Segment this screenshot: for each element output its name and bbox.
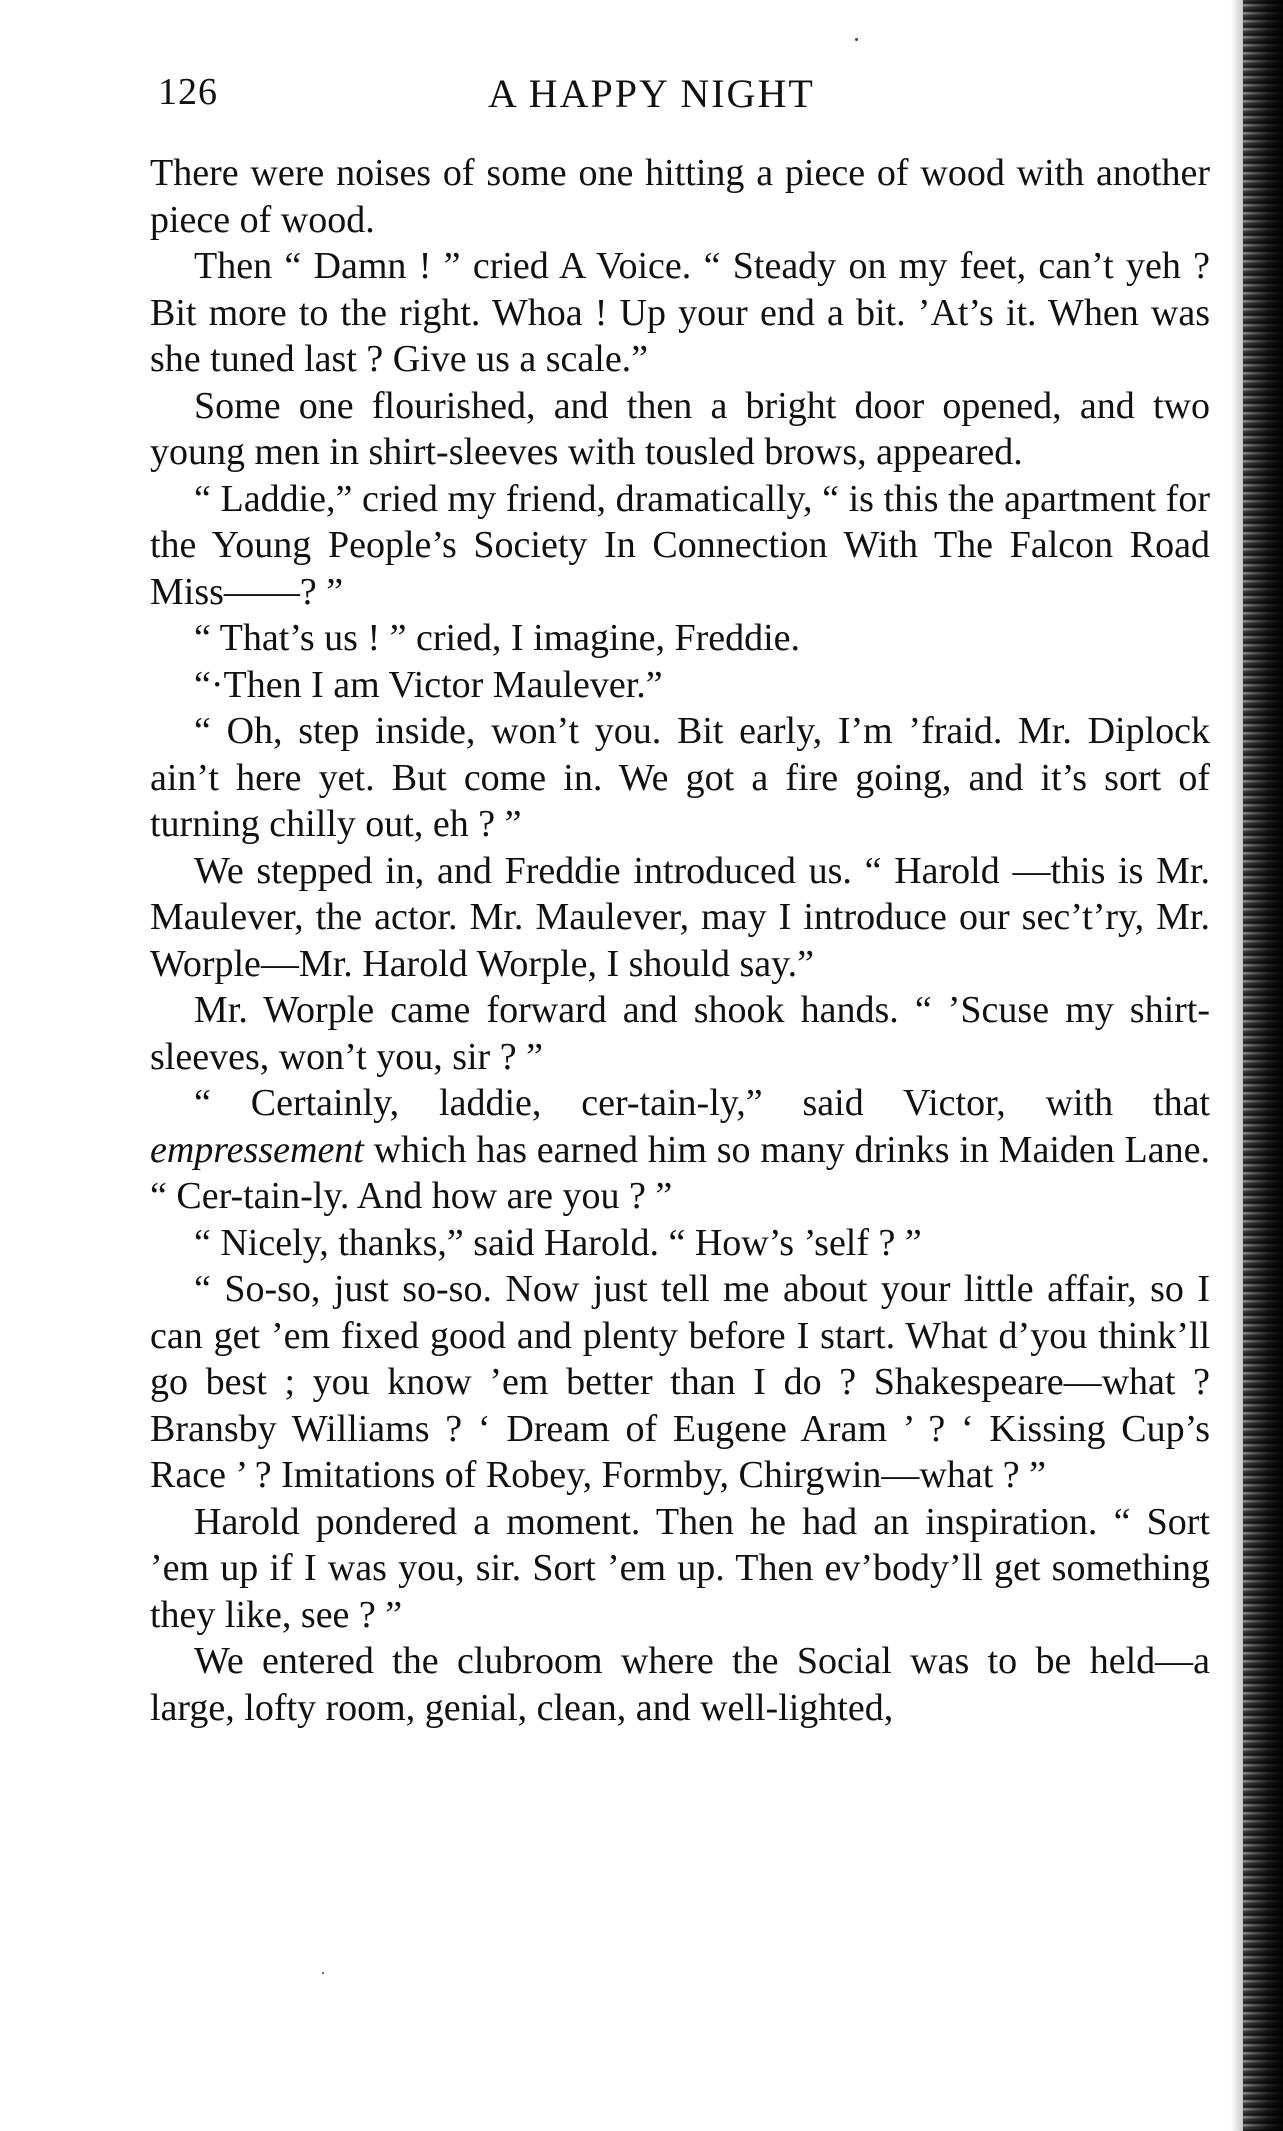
paragraph: “ Nicely, thanks,” said Harold. “ How’s ’self ? ”	[194, 1221, 922, 1264]
paragraph: We stepped in, and Freddie introduced us. “ Harold —this is Mr. Maulever, the actor. Mr. Maulever, may I introduce our sec’t’ry, Mr. Worple—Mr. Harold Worple, I should say.”	[150, 849, 1210, 985]
paragraph: “ So-so, just so-so. Now just tell me about your little affair, so I can get ’em fixed good and plenty before I start. What d’you think’ll go best ; you know ’em better than I do ? Shakespeare—what ? Bransby Williams ? ‘ Dream of Eugene Aram ’ ? ‘ Kissing Cup’s Race ’ ? Imitations of Robey, Formby, Chirgwin—what ? ”	[150, 1268, 1210, 1496]
paragraph: There were noises of some one hitting a piece of wood with another piece of wood.	[150, 152, 1210, 241]
paragraph: Then “ Damn ! ” cried A Voice. “ Steady on my feet, can’t yeh ? Bit more to the right. Whoa ! Up your end a bit. ’At’s it. When was she tuned last ? Give us a scale.”	[150, 245, 1210, 380]
running-head	[158, 70, 1208, 130]
italic-word: empressement	[150, 1128, 364, 1171]
page-edge-shadow	[1243, 0, 1283, 2131]
running-title: A HAPPY NIGHT	[488, 71, 815, 116]
paragraph: Mr. Worple came forward and shook hands. “ ’Scuse my shirt-sleeves, won’t you, sir ? ”	[150, 989, 1210, 1078]
paragraph: “ Laddie,” cried my friend, dramatically, “ is this the apartment for the Young People’s Society In Connection With The Falcon Road Miss——? ”	[150, 477, 1210, 613]
paragraph-text-before: “ Certainly, laddie, cer-tain-ly,” said Victor, with that	[194, 1082, 1210, 1124]
paragraph: “ That’s us ! ” cried, I imagine, Freddie.	[194, 617, 801, 659]
paper-speck	[855, 38, 858, 41]
paragraph: “ Oh, step inside, won’t you. Bit early, I’m ’fraid. Mr. Diplock ain’t here yet. But come in. We got a fire going, and it’s sort of turning chilly out, eh ? ”	[150, 710, 1210, 845]
paragraph: Harold pondered a moment. Then he had an inspiration. “ Sort ’em up if I was you, sir. Sort ’em up. Then ev’body’ll get something they like, see ? ”	[150, 1500, 1210, 1636]
paragraph-text-after: which has earned him so many drinks in Maiden Lane. “ Cer-tain-ly. And how are you ? ”	[150, 1128, 1210, 1217]
paragraph-with-italic	[150, 1080, 1210, 1220]
paragraph: We entered the clubroom where the Social was to be held—a large, lofty room, genial, clean, and well-lighted,	[150, 1640, 1210, 1729]
paragraph: Some one flourished, and then a bright door opened, and two young men in shirt-sleeves with tousled brows, appeared.	[150, 384, 1210, 473]
paper-speck	[322, 1972, 324, 1974]
paragraph: “·Then I am Victor Maulever.”	[194, 663, 663, 706]
body-text	[150, 150, 1210, 1731]
page-number: 126	[158, 71, 218, 113]
